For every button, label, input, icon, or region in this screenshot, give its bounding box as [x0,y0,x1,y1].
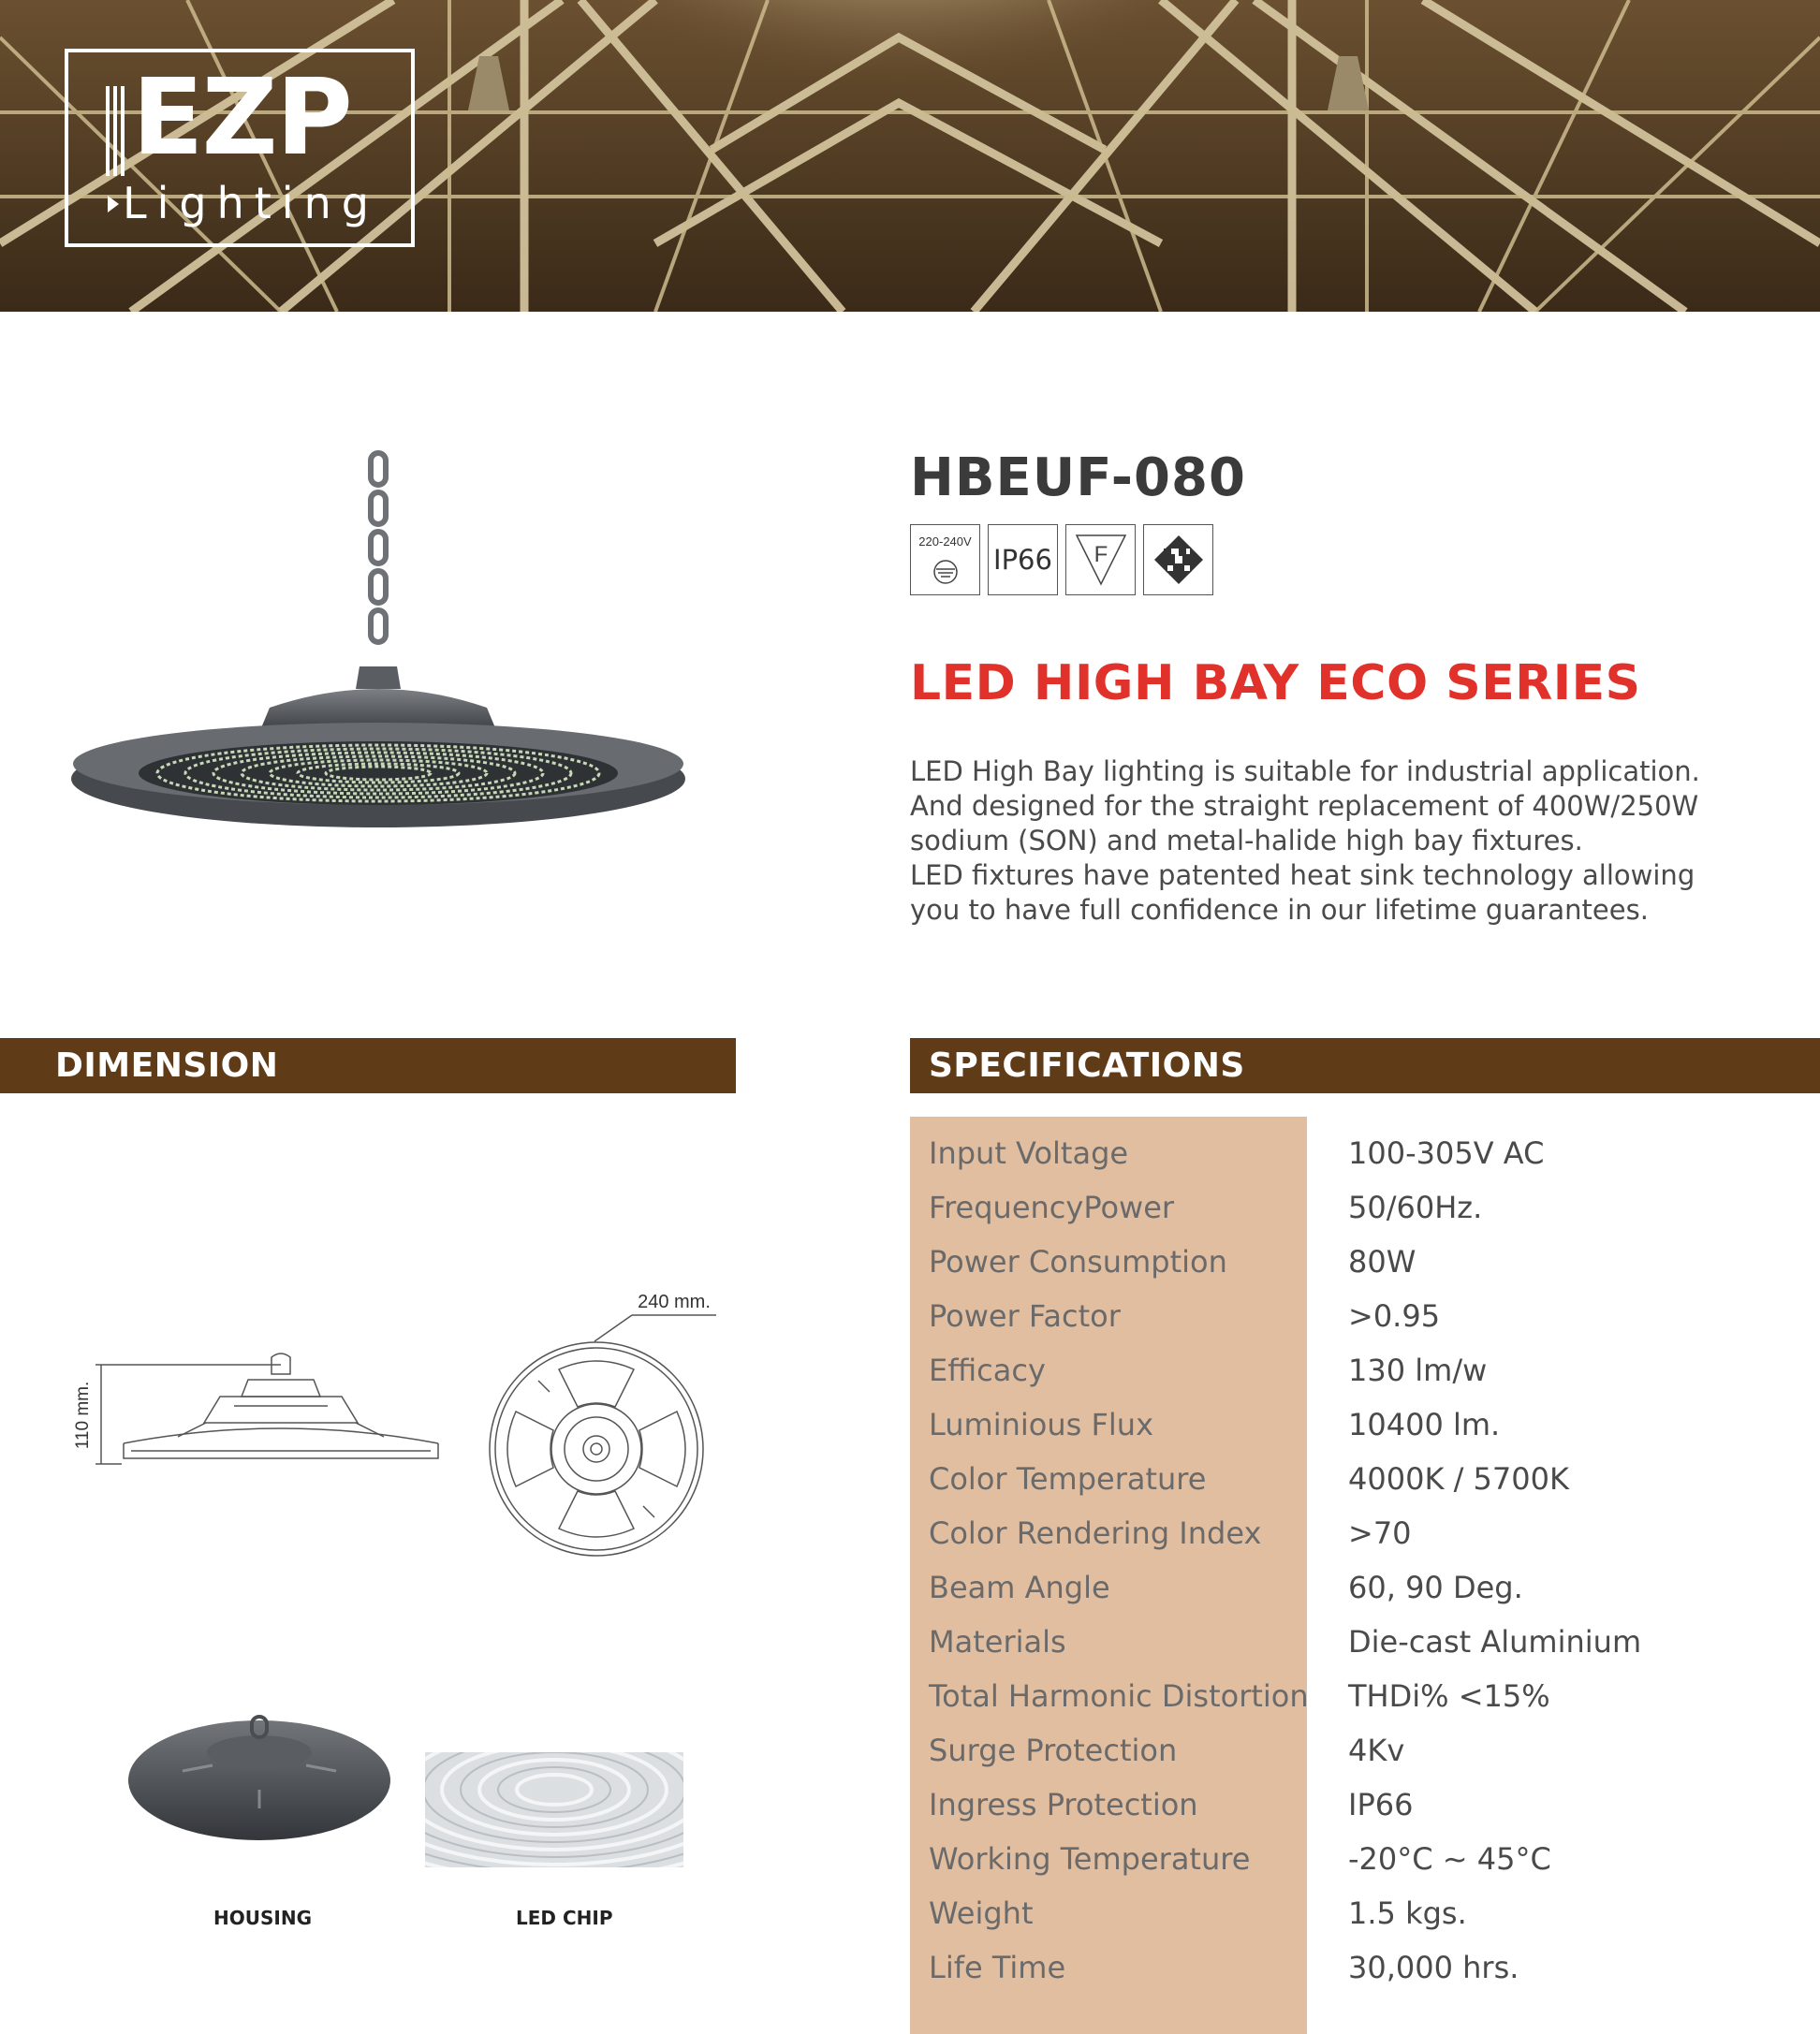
spec-label: Efficacy [929,1353,1046,1388]
spec-value: 50/60Hz. [1348,1190,1483,1225]
spec-value: -20°C ~ 45°C [1348,1841,1551,1877]
spec-label: Input Voltage [929,1135,1129,1171]
spec-row [0,1506,1820,1560]
description-line: LED High Bay lighting is suitable for industrial application. [910,755,1700,787]
ip-rating-label: IP66 [993,544,1052,576]
spec-row [0,1180,1820,1235]
spec-value: >0.95 [1348,1298,1441,1334]
spec-row [0,1832,1820,1886]
high-bay-lamp-image [67,449,689,835]
spec-value: 60, 90 Deg. [1348,1570,1523,1605]
spec-label: Color Temperature [929,1461,1207,1497]
logo-stripes [106,86,130,176]
spec-row [0,1452,1820,1506]
ip-rating-badge [988,524,1058,595]
spec-value: 1.5 kgs. [1348,1895,1467,1931]
spec-label: Working Temperature [929,1841,1251,1877]
specifications-header: SPECIFICATIONS [910,1038,1820,1093]
voltage-label: 220-240V [918,534,972,549]
description-line: you to have full confidence in our lifetime guarantees. [910,894,1649,926]
spec-label: Beam Angle [929,1570,1110,1605]
spec-label: Power Consumption [929,1244,1227,1280]
spec-value: 4000K / 5700K [1348,1461,1569,1497]
spec-label: Power Factor [929,1298,1121,1334]
spec-row [0,1235,1820,1289]
dimension-header: DIMENSION [0,1038,736,1093]
spec-row [0,1723,1820,1778]
spec-label: Luminious Flux [929,1407,1153,1442]
thermal-distance-icon [1143,524,1213,595]
spec-value: THDi% <15% [1348,1678,1550,1714]
spec-value: IP66 [1348,1787,1414,1822]
description-line: LED fixtures have patented heat sink technology allowing [910,859,1695,891]
spec-value: 4Kv [1348,1733,1405,1768]
led-chip-caption: LED CHIP [516,1907,613,1929]
spec-row [0,1886,1820,1940]
spec-value: 100-305V AC [1348,1135,1545,1171]
f-mark-icon [1065,524,1136,595]
class-2-ground-icon [910,524,980,595]
diameter-dimension-label: 240 mm. [638,1292,711,1312]
logo-subtitle: Lighting [108,182,379,225]
spec-value: 80W [1348,1244,1416,1280]
svg-text:F: F [1093,542,1108,567]
spec-value: 30,000 hrs. [1348,1950,1519,1985]
spec-value: >70 [1348,1515,1412,1551]
spec-row [0,1778,1820,1832]
spec-row [0,1560,1820,1615]
spec-label: Color Rendering Index [929,1515,1262,1551]
spec-row [0,1940,1820,1995]
height-dimension-label: 110 mm. [73,1381,93,1450]
spec-row [0,1343,1820,1397]
product-model: HBEUF-080 [910,447,1246,508]
play-arrow-icon [108,196,119,212]
spec-label: Life Time [929,1950,1066,1985]
product-description [910,754,1753,928]
spec-label: Materials [929,1624,1066,1660]
certification-icons [910,524,1213,595]
spec-value: 130 lm/w [1348,1353,1488,1388]
spec-value: Die-cast Aluminium [1348,1624,1642,1660]
spec-label: FrequencyPower [929,1190,1175,1225]
spec-row [0,1289,1820,1343]
spec-value: 10400 lm. [1348,1407,1501,1442]
spec-row [0,1669,1820,1723]
spec-row [0,1615,1820,1669]
housing-caption: HOUSING [213,1907,312,1929]
spec-label: Surge Protection [929,1733,1178,1768]
spec-label: Weight [929,1895,1034,1931]
spec-label: Total Harmonic Distortion [929,1678,1309,1714]
product-series-title: LED HIGH BAY ECO SERIES [910,655,1641,711]
ezp-logo [65,49,415,247]
spec-row [0,1397,1820,1452]
spec-row [0,1126,1820,1180]
description-line: And designed for the straight replacement of 400W/250W [910,790,1699,822]
logo-wordmark: EZP [132,57,351,179]
description-line: sodium (SON) and metal-halide high bay fixtures. [910,825,1583,856]
header-banner [0,0,1820,312]
spec-label: Ingress Protection [929,1787,1198,1822]
